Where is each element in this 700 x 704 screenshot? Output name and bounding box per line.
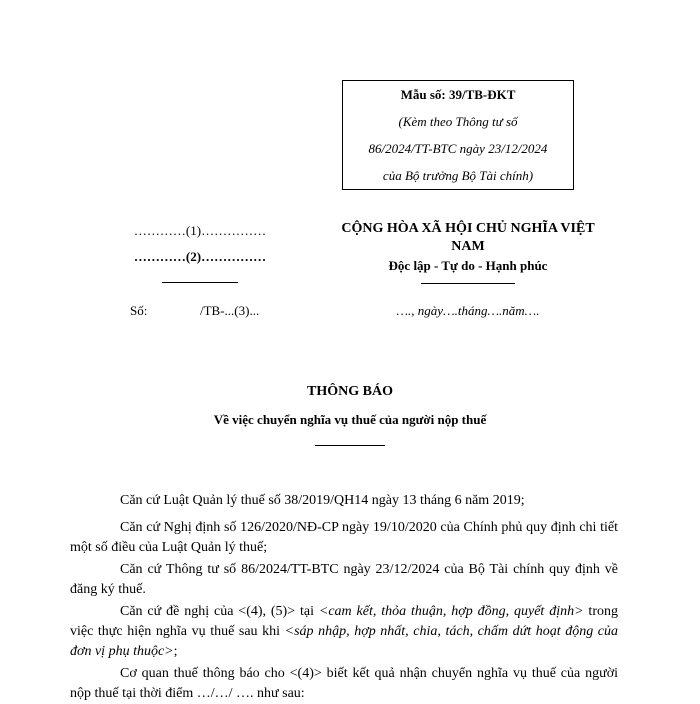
notification-statement [70, 664, 618, 704]
document-number-label: Số: [130, 303, 148, 318]
date-line: …., ngày….tháng….năm…. [396, 303, 540, 318]
legal-basis-2-text: Căn cứ Nghị định số 126/2020/NĐ-CP ngày 19/10/2020 của Chính phủ quy định chi tiết một số điều của Luật Quản lý thuế; [70, 520, 618, 555]
title-divider [315, 445, 385, 446]
national-motto: Độc lập - Tự do - Hạnh phúc [388, 258, 548, 273]
request-basis-events: <sáp nhập, hợp nhất, chia, tách, chấm dứt hoạt động của đơn vị phụ thuộc> [70, 624, 619, 659]
notification-statement-text: Cơ quan thuế thông báo cho <(4)> biết kết quả nhận chuyển nghĩa vụ thuế của người nộp thuế tại thời điểm …/…/ …. như sau: [70, 666, 618, 701]
issuer-line-2: …………(2)…………… [133, 249, 267, 264]
form-reference-line3: của Bộ trưởng Bộ Tài chính) [382, 168, 534, 183]
request-basis [70, 602, 618, 662]
legal-basis-1 [70, 491, 618, 511]
form-code: Mẫu số: 39/TB-ĐKT [400, 87, 516, 102]
legal-basis-1-text: Căn cứ Luật Quản lý thuế số 38/2019/QH14 ngày 13 tháng 6 năm 2019; [120, 493, 525, 508]
document-number-value: /TB-...(3)... [200, 303, 260, 318]
form-reference-line1: (Kèm theo Thông tư số [398, 114, 518, 129]
request-basis-e: ; [173, 644, 178, 659]
country-name-line2: NAM [451, 239, 485, 254]
form-reference-line2: 86/2024/TT-BTC ngày 23/12/2024 [368, 141, 548, 156]
document-title: THÔNG BÁO [307, 384, 393, 399]
legal-basis-3-text: Căn cứ Thông tư số 86/2024/TT-BTC ngày 23/12/2024 của Bộ Tài chính quy định về đăng ký thuế. [70, 562, 618, 597]
motto-divider [421, 283, 515, 284]
request-basis-c: trong việc thực hiện nghĩa vụ thuế sau khi [70, 604, 618, 639]
country-name-line1: CỘNG HÒA XÃ HỘI CHỦ NGHĨA VIỆT [341, 221, 595, 236]
request-basis-a: Căn cứ đề nghị của <(4), (5)> tại [120, 604, 319, 619]
issuer-line-1: …………(1)…………… [133, 223, 267, 238]
issuer-divider [162, 282, 238, 283]
legal-basis-3 [70, 560, 618, 600]
document-subtitle: Về việc chuyển nghĩa vụ thuế của người nộp thuế [213, 412, 487, 427]
form-code-box [342, 80, 574, 190]
request-basis-documents: <cam kết, thỏa thuận, hợp đồng, quyết định> [318, 604, 584, 619]
legal-basis-2 [70, 518, 618, 558]
